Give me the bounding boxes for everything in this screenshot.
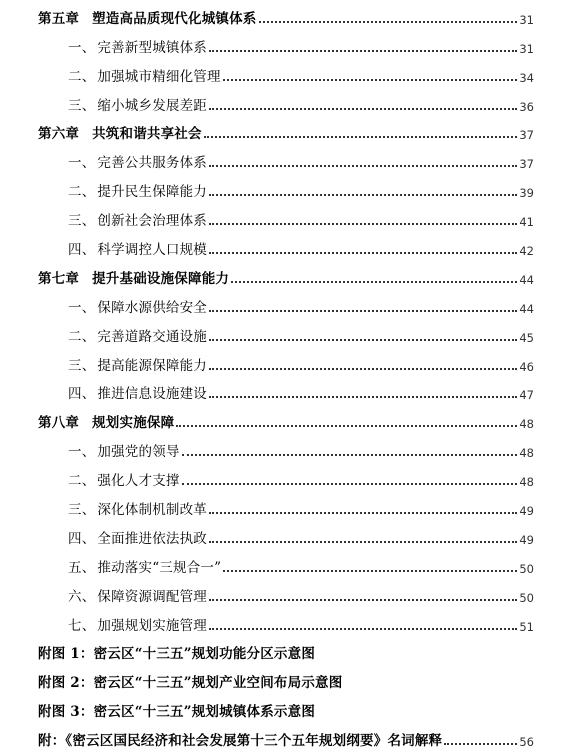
appendix-title: 附：《密云区国民经济和社会发展第十三个五年规划纲要》名词解释 [38, 733, 443, 750]
page-number: 51 [519, 619, 534, 634]
section-title: 深化体制机制改革 [97, 502, 208, 519]
section-title: 缩小城乡发展差距 [97, 97, 208, 114]
chapter-number: 第七章 [38, 270, 80, 287]
section-title: 完善新型城镇体系 [97, 39, 208, 56]
toc-section-row[interactable] [0, 90, 562, 119]
page-number: 44 [519, 301, 534, 316]
toc-section-row[interactable] [0, 523, 562, 552]
toc-entry-text [68, 65, 221, 90]
section-number: 三、 [68, 213, 96, 230]
toc-entry-text [68, 585, 207, 610]
section-number: 二、 [68, 328, 96, 345]
dot-leader [209, 396, 517, 398]
page-number: 49 [519, 532, 534, 547]
section-number: 三、 [68, 357, 96, 374]
chapter-number: 第八章 [38, 415, 80, 432]
dot-leader [209, 368, 517, 370]
dot-leader [204, 136, 518, 138]
toc-entry-text [68, 151, 207, 176]
toc-section-row[interactable] [0, 436, 562, 465]
section-number: 一、 [68, 39, 96, 56]
dot-leader [209, 599, 517, 601]
dot-leader [176, 425, 517, 427]
section-number: 四、 [68, 242, 96, 259]
section-number: 六、 [68, 588, 96, 605]
toc-entry-text [68, 296, 207, 321]
dot-leader [209, 108, 517, 110]
section-title: 加强规划实施管理 [97, 617, 208, 634]
section-title: 保障资源调配管理 [97, 588, 208, 605]
section-title: 保障水源供给安全 [97, 299, 208, 316]
toc-entry-text [68, 556, 221, 581]
section-title: 推进信息设施建设 [97, 386, 208, 403]
toc-section-row[interactable] [0, 234, 562, 263]
dot-leader [209, 541, 517, 543]
section-number: 五、 [68, 559, 96, 576]
toc-entry-text [68, 325, 207, 350]
table-of-contents [0, 3, 562, 754]
toc-entry-text [68, 94, 207, 119]
page-number: 50 [519, 561, 534, 576]
toc-entry-text [68, 614, 207, 639]
page-number: 48 [519, 446, 534, 461]
dot-leader [209, 252, 517, 254]
section-number: 一、 [68, 444, 96, 461]
section-title: 完善道路交通设施 [97, 328, 208, 345]
toc-section-row[interactable] [0, 494, 562, 523]
section-title: 提高能源保障能力 [97, 357, 208, 374]
page-number: 37 [519, 157, 534, 172]
dot-leader [209, 50, 517, 52]
dot-leader [223, 79, 518, 81]
appendix-title: 附图 3：密云区“十三五”规划城镇体系示意图 [38, 704, 316, 721]
dot-leader [444, 743, 517, 745]
toc-section-row[interactable] [0, 147, 562, 176]
chapter-title: 提升基础设施保障能力 [92, 270, 230, 287]
toc-entry-text [68, 382, 207, 407]
section-number: 二、 [68, 68, 96, 85]
section-number: 三、 [68, 502, 96, 519]
chapter-number: 第五章 [38, 10, 80, 27]
toc-section-row[interactable] [0, 32, 562, 61]
toc-entry-text [68, 498, 207, 523]
toc-section-row[interactable] [0, 61, 562, 90]
page-number: 39 [519, 186, 534, 201]
page-number: 36 [519, 99, 534, 114]
toc-section-row[interactable] [0, 610, 562, 639]
toc-appendix-row[interactable] [0, 667, 562, 696]
dot-leader [223, 570, 517, 572]
section-number: 四、 [68, 386, 96, 403]
dot-leader [209, 165, 517, 167]
toc-chapter-row[interactable] [0, 3, 562, 32]
page-number: 56 [519, 735, 534, 750]
toc-section-row[interactable] [0, 321, 562, 350]
toc-chapter-row[interactable] [0, 407, 562, 436]
page-number: 41 [519, 215, 534, 230]
toc-section-row[interactable] [0, 292, 562, 321]
toc-section-row[interactable] [0, 552, 562, 581]
toc-entry-text [68, 238, 207, 263]
toc-entry-text [68, 36, 207, 61]
section-title: 提升民生保障能力 [97, 184, 208, 201]
toc-entry-text [38, 122, 202, 147]
page-number: 44 [519, 272, 534, 287]
page-number: 37 [519, 128, 534, 143]
page-number: 42 [519, 244, 534, 259]
page-number: 50 [519, 590, 534, 605]
chapter-title: 塑造高品质现代化城镇体系 [92, 10, 257, 27]
appendix-title: 附图 2：密云区“十三五”规划产业空间布局示意图 [38, 675, 343, 692]
dot-leader [209, 512, 517, 514]
toc-section-row[interactable] [0, 581, 562, 610]
toc-appendix-row[interactable] [0, 696, 562, 725]
toc-entry-text [68, 209, 207, 234]
dot-leader [209, 223, 517, 225]
section-number: 三、 [68, 97, 96, 114]
toc-entry-text [68, 527, 207, 552]
toc-entry-text [68, 180, 207, 205]
section-title: 推动落实“三规合一” [97, 559, 222, 576]
page-number: 45 [519, 330, 534, 345]
page-number: 48 [519, 475, 534, 490]
dot-leader [209, 628, 517, 630]
page-number: 31 [519, 12, 534, 27]
dot-leader [231, 281, 517, 283]
dot-leader [209, 339, 517, 341]
chapter-number: 第六章 [38, 126, 80, 143]
dot-leader [182, 454, 518, 456]
section-title: 完善公共服务体系 [97, 155, 208, 172]
page-number: 47 [519, 388, 534, 403]
toc-entry-text [38, 267, 229, 292]
toc-section-row[interactable] [0, 350, 562, 379]
section-number: 七、 [68, 617, 96, 634]
toc-entry-text [68, 469, 180, 494]
dot-leader [209, 194, 517, 196]
section-number: 二、 [68, 184, 96, 201]
section-title: 创新社会治理体系 [97, 213, 208, 230]
section-number: 一、 [68, 155, 96, 172]
toc-entry-text [38, 411, 174, 436]
toc-section-row[interactable] [0, 205, 562, 234]
appendix-title: 附图 1：密云区“十三五”规划功能分区示意图 [38, 646, 316, 663]
toc-chapter-row[interactable] [0, 263, 562, 292]
page-number: 46 [519, 359, 534, 374]
chapter-title: 规划实施保障 [92, 415, 175, 432]
dot-leader [182, 483, 518, 485]
section-number: 二、 [68, 473, 96, 490]
section-title: 加强城市精细化管理 [97, 68, 221, 85]
page-number: 49 [519, 504, 534, 519]
page-number: 34 [519, 70, 534, 85]
section-number: 一、 [68, 299, 96, 316]
dot-leader [209, 310, 517, 312]
toc-chapter-row[interactable] [0, 119, 562, 148]
page-number: 48 [519, 417, 534, 432]
toc-entry-text [68, 354, 207, 379]
section-title: 全面推进依法执政 [97, 530, 208, 547]
section-number: 四、 [68, 530, 96, 547]
toc-entry-text [38, 7, 257, 32]
toc-appendix-row[interactable] [0, 639, 562, 668]
section-title: 科学调控人口规模 [97, 242, 208, 259]
dot-leader [259, 21, 518, 23]
section-title: 加强党的领导 [97, 444, 180, 461]
page-number: 31 [519, 41, 534, 56]
toc-section-row[interactable] [0, 465, 562, 494]
toc-section-row[interactable] [0, 176, 562, 205]
section-title: 强化人才支撑 [97, 473, 180, 490]
toc-appendix-row[interactable] [0, 725, 562, 754]
toc-section-row[interactable] [0, 379, 562, 408]
chapter-title: 共筑和谐共享社会 [92, 126, 202, 143]
toc-entry-text [68, 440, 180, 465]
